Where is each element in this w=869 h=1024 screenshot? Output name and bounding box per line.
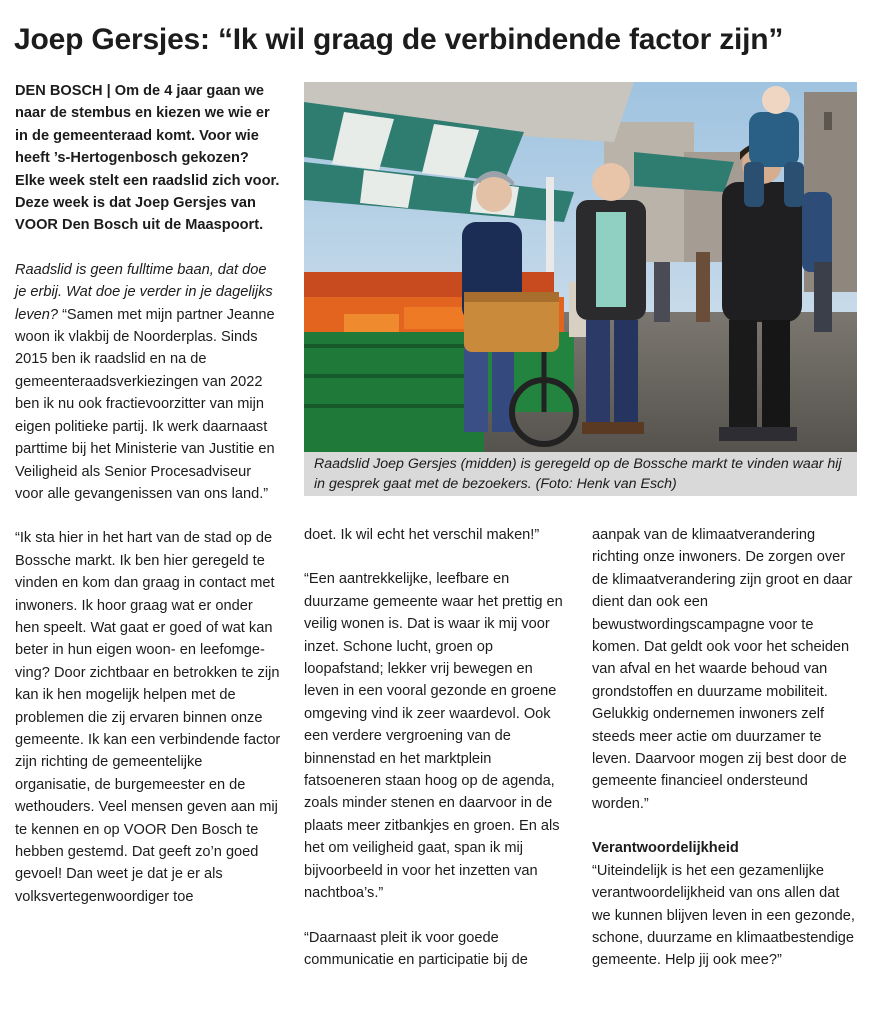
photo-figure [304,82,857,496]
column-left [15,80,281,908]
column-right [592,524,858,972]
paragraph-4: “Daarnaast pleit ik voor goede communicatie en participatie bij de [304,929,528,968]
article-title: Joep Gersjes: “Ik wil graag de verbindende factor zijn” [14,23,784,56]
column-middle [304,524,566,971]
section-heading: Verantwoordelijkheid [592,840,739,857]
market-photo [304,82,857,452]
paragraph-5 [592,837,858,971]
market-scene-illustration [304,82,857,452]
paragraph-4-continued: aanpak van de klimaatverandering richting onze inwoners. De zorgen over de klimaatverandering zijn groot en daar dient dan ook een bewustwordingscampagne voor te komen. Dat geldt ook voor het scheiden van afval en het waarde behoud van grondstoffen en duurzame mobiliteit. Gelukkig ondernemen inwoners zelf steeds meer actie om duurzamer te leven. Daarvoor mogen zij best door de gemeente financieel ondersteund worden.” [592,527,853,812]
photo-caption: Raadslid Joep Gersjes (midden) is geregeld op de Bossche markt te vinden waar hij in gesprek gaat met de bezoekers. (Foto: Henk van Esch) [304,452,857,496]
answer-1: “Samen met mijn partner Jeanne woon ik vlakbij de Noorderplas. Sinds 2015 ben ik raadslid en na de gemeenteraadsverkiezingen van 2022 ben ik nu ook fractievoorzitter van mijn eigen politieke partij. Ik werk daarnaast parttime bij het Ministerie van Justitie en Veiligheid als Senior Procesadviseur voor alle gevangenissen van ons land.” [15,306,275,502]
paragraph-3: “Een aantrekkelijke, leefbare en duurzame gemeente waar het prettig en veilig wonen is. Dat is waar ik mij voor inzet. Schone lucht, groen op loopafstand; lekker vrij bewegen en leven in een vooral gezonde en groene omgeving vind ik zeer waardevol. Ook een verdere vergroening van de binnenstad en het marktplein fatsoeneren staan hoog op de agenda, zoals minder stenen en daarvoor in de plaats meer zitbankjes en groen. En als het om veiligheid gaat, span ik mij bijvoorbeeld in voor het inzetten van nachtboa’s.” [304,571,563,902]
paragraph-q1 [15,259,281,505]
paragraph-2: “Ik sta hier in het hart van de stad op de Bossche markt. Ik ben hier geregeld te vinden en kom dan graag in contact met inwoners. Ik hoor graag wat er onder hen speelt. Wat gaat er goed of wat kan beter in hun eigen woon- en leefomgeving? Door zichtbaar en betrokken te zijn kan ik hen mogelijk helpen met de problemen die zij ervaren binnen onze gemeente. Ik kan een verbindende factor zijn richting de gemeentelijke organisatie, de burgemeester en de wethouders. Veel mensen geven aan mij te kennen en op VOOR Den Bosch te hebben gestemd. Dat geeft zo’n goed gevoel! Dan weet je dat je er als volksvertegenwoordiger toe [15,530,281,905]
paragraph-5-text: “Uiteindelijk is het een gezamenlijke verantwoordelijkheid van ons allen dat we kunnen blijven leven in een gezonde, schone, duurzame en klimaatbestendige gemeente. Help jij ook mee?” [592,862,855,969]
question-1: Raadslid is geen fulltime baan, dat doe je erbij. Wat doe je verder in je dagelijks leven? [15,261,273,323]
paragraph-2-continued: doet. Ik wil echt het verschil maken!” [304,527,540,543]
article-lead: DEN BOSCH | Om de 4 jaar gaan we naar de stembus en kiezen we wie er in de gemeenteraad komt. Voor wie heeft ’s-Hertogenbosch gekozen? Elke week stelt een raadslid zich voor. Deze week is dat Joep Gersjes van VOOR Den Bosch uit de Maaspoort. [15,83,280,234]
